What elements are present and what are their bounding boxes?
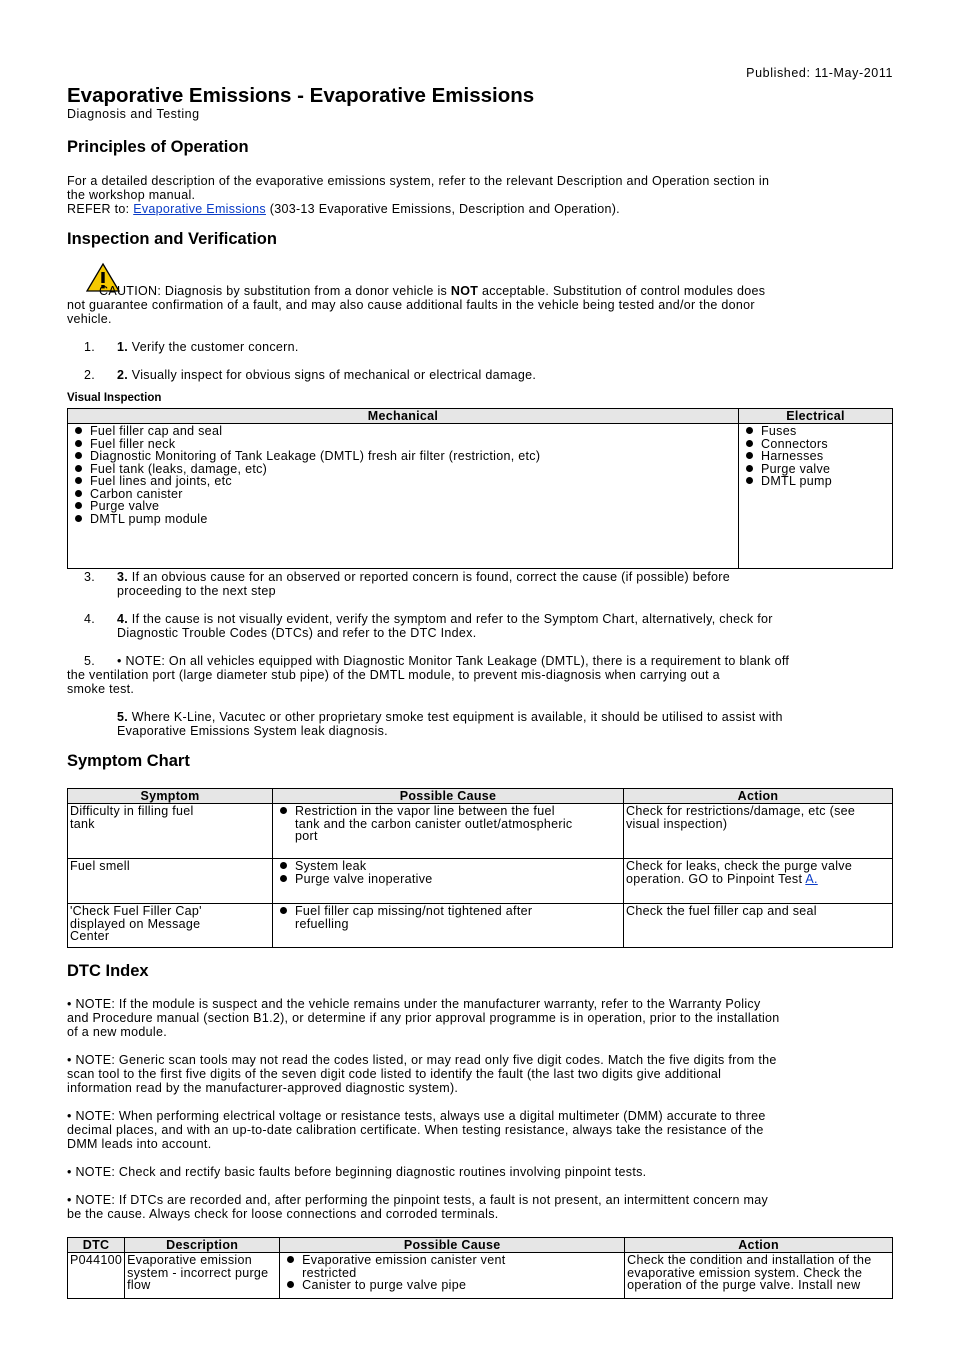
table-row: P044100 Evaporative emission system - incorrect purge flow Evaporative emission canister vent restricted Canister to purge valve pipe Check the condition and installation of the evaporative emission system. Check the operation of the purge valve. Install new bbox=[68, 1253, 893, 1299]
electrical-cell bbox=[739, 424, 893, 569]
list-item: Purge valve inoperative bbox=[275, 873, 621, 886]
dtc-note-4: • NOTE: Check and rectify basic faults before beginning diagnostic routines involving pinpoint tests. bbox=[67, 1165, 647, 1179]
column-header-possible-cause: Possible Cause bbox=[280, 1238, 625, 1253]
dtc-index-heading: DTC Index bbox=[67, 962, 149, 980]
column-header-mechanical: Mechanical bbox=[68, 409, 739, 424]
list-item: System leak bbox=[275, 860, 621, 873]
page-subtitle: Diagnosis and Testing bbox=[67, 107, 200, 121]
table-row: 'Check Fuel Filler Cap' displayed on Message Center Fuel filler cap missing/not tightened after refuelling Check the fuel filler cap and seal bbox=[68, 904, 893, 948]
dtc-note-1: • NOTE: If the module is suspect and the vehicle remains under the manufacturer warranty, refer to the Warranty Policy and Procedure manual (section B1.2), or determine if any prior approval programme is in operation, prior to the installation of a new module. bbox=[67, 997, 780, 1039]
pinpoint-test-a-link[interactable]: A. bbox=[805, 871, 818, 886]
list-item: Purge valve bbox=[741, 463, 890, 476]
caution-text: CAUTION: Diagnosis by substitution from a donor vehicle is NOT acceptable. Substitution of control modules does not guarantee confirmation of a fault, and may also cause additional faults in the vehicle being tested and/or the donor vehicle. bbox=[67, 284, 766, 326]
dtc-note-5: • NOTE: If DTCs are recorded and, after performing the pinpoint tests, a fault is not present, an intermittent concern may be the cause. Always check for loose connections and corroded terminals. bbox=[67, 1193, 769, 1221]
table-row: Difficulty in filling fuel tank Restriction in the vapor line between the fuel tank and the carbon canister outlet/atmospheric port Check for restrictions/damage, etc (see visual inspection) bbox=[68, 804, 893, 859]
column-header-electrical: Electrical bbox=[739, 409, 893, 424]
list-item: Carbon canister bbox=[70, 488, 736, 501]
column-header-description: Description bbox=[125, 1238, 280, 1253]
symptom-chart-heading: Symptom Chart bbox=[67, 752, 190, 770]
published-date: Published: 11-May-2011 bbox=[746, 66, 893, 80]
list-item: Connectors bbox=[741, 438, 890, 451]
column-header-action: Action bbox=[624, 789, 893, 804]
symptom-chart-table bbox=[67, 788, 893, 948]
list-item: Evaporative emission canister vent restricted bbox=[282, 1254, 622, 1279]
list-item: Fuel filler cap and seal bbox=[70, 425, 736, 438]
list-item: DMTL pump bbox=[741, 475, 890, 488]
principles-text: For a detailed description of the evaporative emissions system, refer to the relevant Description and Operation section in the workshop manual. REFER to: Evaporative Emissions (303-13 Evaporative Emissions, Description and Operation). bbox=[67, 174, 770, 216]
step-5-note-continued: the ventilation port (large diameter stub pipe) of the DMTL module, to prevent mis-diagnosis when carrying out a smoke test. bbox=[67, 668, 720, 696]
column-header-action: Action bbox=[625, 1238, 893, 1253]
column-header-dtc: DTC bbox=[68, 1238, 125, 1253]
dtc-note-2: • NOTE: Generic scan tools may not read the codes listed, or may read only five digit codes. Match the five digits from the scan tool to the first five digits of the seven digit code listed to identify the fault (the last two digits give additional information read by the manufacturer-approved diagnostic system). bbox=[67, 1053, 777, 1095]
mechanical-cell bbox=[68, 424, 739, 569]
list-item: DMTL pump module bbox=[70, 513, 736, 526]
evaporative-emissions-link[interactable]: Evaporative Emissions bbox=[133, 202, 266, 216]
list-item: Canister to purge valve pipe bbox=[282, 1279, 622, 1292]
column-header-symptom: Symptom bbox=[68, 789, 273, 804]
list-item: Fuel filler neck bbox=[70, 438, 736, 451]
dtc-index-table bbox=[67, 1237, 893, 1299]
list-item: Harnesses bbox=[741, 450, 890, 463]
principles-heading: Principles of Operation bbox=[67, 138, 249, 156]
column-header-possible-cause: Possible Cause bbox=[273, 789, 624, 804]
list-item: Fuel tank (leaks, damage, etc) bbox=[70, 463, 736, 476]
list-item: Fuses bbox=[741, 425, 890, 438]
list-item: Fuel lines and joints, etc bbox=[70, 475, 736, 488]
list-item: Fuel filler cap missing/not tightened after refuelling bbox=[275, 905, 621, 930]
inspection-heading: Inspection and Verification bbox=[67, 230, 277, 248]
visual-inspection-caption: Visual Inspection bbox=[67, 392, 162, 404]
list-item: Restriction in the vapor line between the fuel tank and the carbon canister outlet/atmospheric port bbox=[275, 805, 621, 843]
page-title: Evaporative Emissions - Evaporative Emissions bbox=[67, 84, 535, 107]
list-item: Purge valve bbox=[70, 500, 736, 513]
visual-inspection-table bbox=[67, 408, 893, 569]
table-row: Fuel smell System leak Purge valve inoperative Check for leaks, check the purge valve operation. GO to Pinpoint Test A. bbox=[68, 859, 893, 904]
dtc-note-3: • NOTE: When performing electrical voltage or resistance tests, always use a digital multimeter (DMM) accurate to three decimal places, and with an up-to-date calibration certificate. When testing resistance, always take the resistance of the DMM leads into account. bbox=[67, 1109, 766, 1151]
list-item: Diagnostic Monitoring of Tank Leakage (DMTL) fresh air filter (restriction, etc) bbox=[70, 450, 736, 463]
